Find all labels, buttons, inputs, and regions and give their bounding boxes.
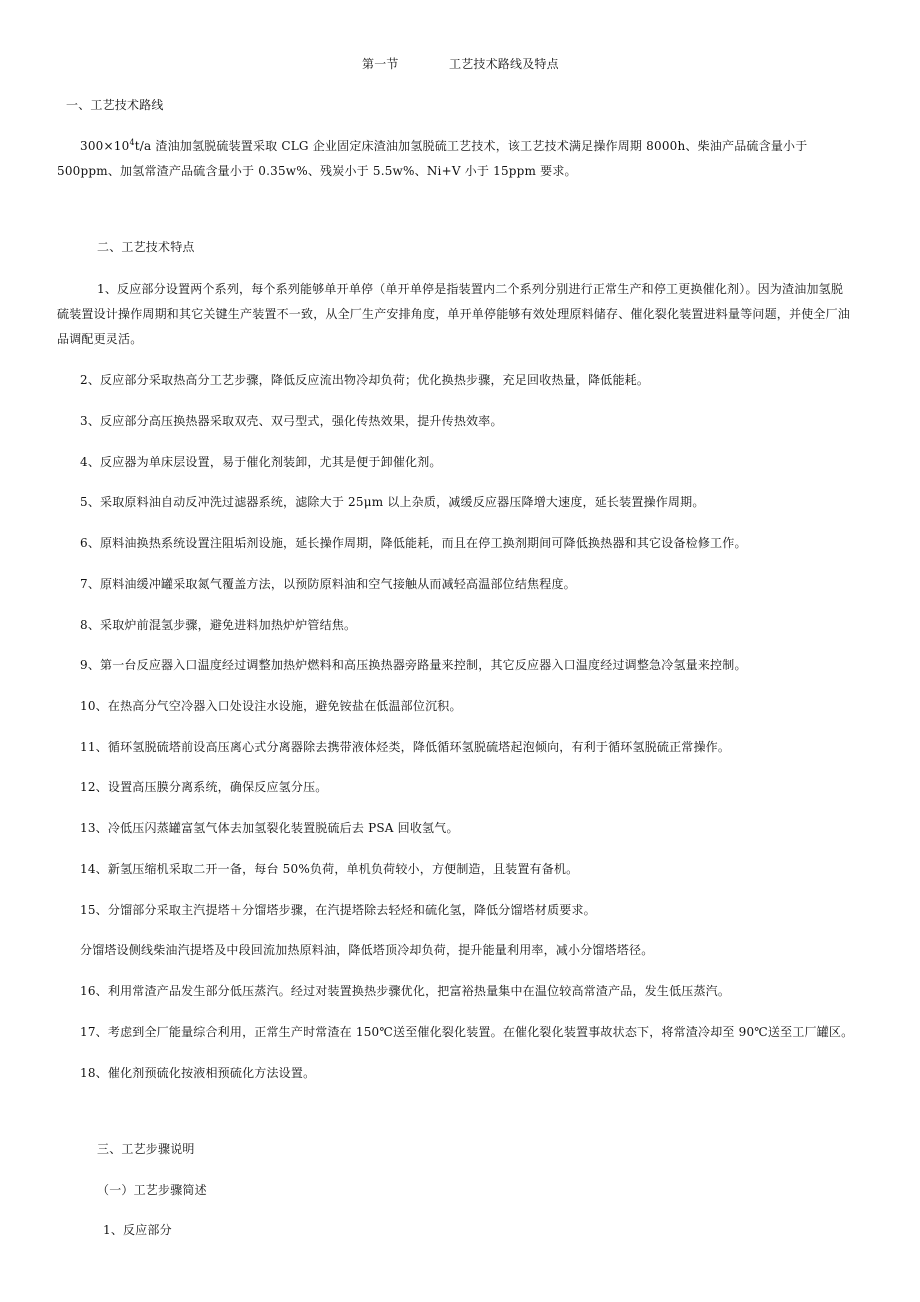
list-item: 17、考虑到全厂能量综合利用，正常生产时常渣在 150℃送至催化裂化装置。在催化裂化装置事故状态下，将常渣冷却至 90℃送至工厂罐区。 [80, 1025, 854, 1039]
list-item: 13、冷低压闪蒸罐富氢气体去加氢裂化装置脱硫后去 PSA 回收氢气。 [80, 821, 459, 835]
heading-2: 二、工艺技术特点 [97, 240, 195, 254]
item-1-line-1: 1、反应部分设置两个系列，每个系列能够单开单停（单开单停是指装置内二个系列分别进行正常生产和停工更换催化剂）。因为渣油加氢脱 [97, 282, 844, 296]
page-title: 工艺技术路线及特点 [449, 57, 559, 71]
list-item: 2、反应部分采取热高分工艺步骤，降低反应流出物冷却负荷；优化换热步骤，充足回收热量，降低能耗。 [80, 373, 650, 387]
list-item: 8、采取炉前混氢步骤，避免进料加热炉炉管结焦。 [80, 618, 357, 632]
heading-1: 一、工艺技术路线 [66, 98, 164, 112]
list-item: 6、原料油换热系统设置注阻垢剂设施，延长操作周期，降低能耗，而且在停工换剂期间可降低换热器和其它设备检修工作。 [80, 536, 747, 550]
list-item: 12、设置高压膜分离系统，确保反应氢分压。 [80, 780, 328, 794]
item-1-line-2: 硫装置设计操作周期和其它关键生产装置不一致，从全厂生产安排角度，单开单停能够有效处理原料储存、催化裂化装置进料量等问题，并使全厂油 [57, 307, 851, 321]
list-item: 5、采取原料油自动反冲洗过滤器系统，滤除大于 25μm 以上杂质，减缓反应器压降增大速度，延长装置操作周期。 [80, 495, 705, 509]
subheading-1: （一）工艺步骤简述 [97, 1183, 207, 1197]
list-item: 4、反应器为单床层设置，易于催化剂装卸，尤其是便于卸催化剂。 [80, 455, 442, 469]
list-item: 7、原料油缓冲罐采取氮气覆盖方法，以预防原料油和空气接触从而减轻高温部位结焦程度。 [80, 577, 576, 591]
subheading-2: 1、反应部分 [103, 1223, 172, 1237]
list-item: 10、在热高分气空冷器入口处设注水设施，避免铵盐在低温部位沉积。 [80, 699, 462, 713]
list-item: 18、催化剂预硫化按液相预硫化方法设置。 [80, 1066, 316, 1080]
list-item: 15、分馏部分采取主汽提塔＋分馏塔步骤，在汽提塔除去轻烃和硫化氢，降低分馏塔材质要求。 [80, 903, 596, 917]
heading-3: 三、工艺步骤说明 [97, 1142, 195, 1156]
intro-line-2: 500ppm、加氢常渣产品硫含量小于 0.35w%、残炭小于 5.5w%、Ni+V 小于 15ppm 要求。 [57, 164, 577, 178]
list-item: 分馏塔设侧线柴油汽提塔及中段回流加热原料油，降低塔顶冷却负荷，提升能量利用率，减小分馏塔塔径。 [80, 943, 654, 957]
list-item: 14、新氢压缩机采取二开一备，每台 50%负荷，单机负荷较小，方便制造，且装置有备机。 [80, 862, 579, 876]
intro-line-1: $300\times 10^4t/a$ 渣油加氢脱硫装置采取 CLG 企业固定床渣油加氢脱硫工艺技术，该工艺技术满足操作周期 8000h、柴油产品硫含量小于 [80, 138, 808, 153]
list-item: 16、利用常渣产品发生部分低压蒸汽。经过对装置换热步骤优化，把富裕热量集中在温位较高常渣产品，发生低压蒸汽。 [80, 984, 731, 998]
item-1-line-3: 品调配更灵活。 [57, 332, 143, 346]
list-item: 9、第一台反应器入口温度经过调整加热炉燃料和高压换热器旁路量来控制，其它反应器入口温度经过调整急冷氢量来控制。 [80, 658, 747, 672]
list-item: 11、循环氢脱硫塔前设高压离心式分离器除去携带液体烃类，降低循环氢脱硫塔起泡倾向，有利于循环氢脱硫正常操作。 [80, 740, 731, 754]
list-item: 3、反应部分高压换热器采取双壳、双弓型式，强化传热效果，提升传热效率。 [80, 414, 503, 428]
title-section-number: 第一节 [362, 57, 399, 71]
